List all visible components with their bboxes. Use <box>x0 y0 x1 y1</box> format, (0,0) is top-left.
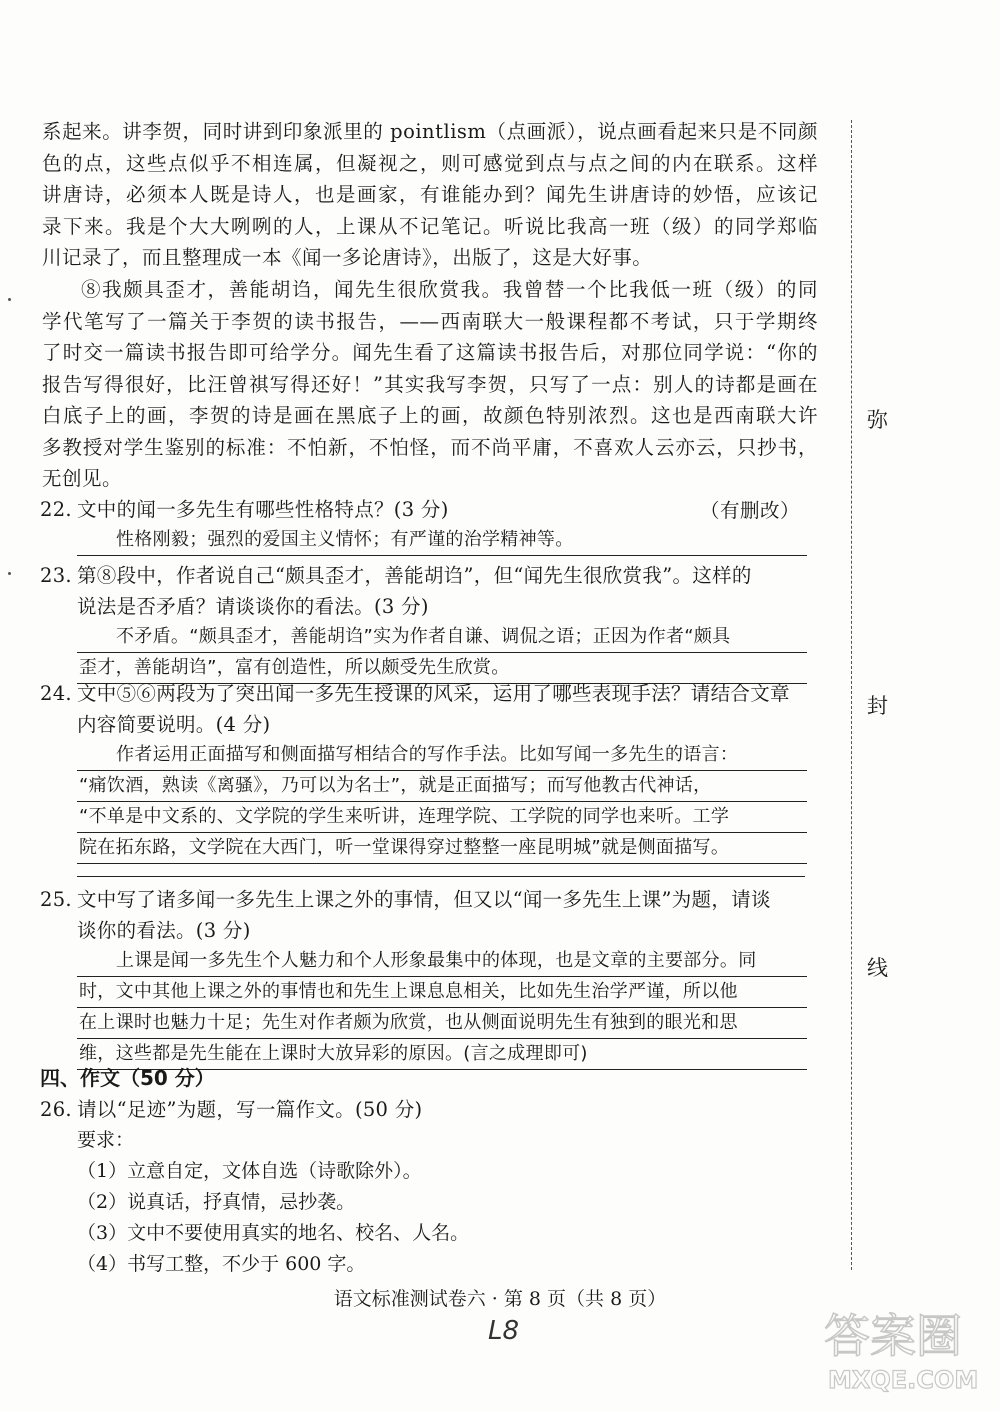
question-number: 23. <box>40 564 72 587</box>
question-number: 22. <box>40 498 72 521</box>
question-number: 25. <box>40 888 72 911</box>
requirement-item: （3）文中不要使用真实的地名、校名、人名。 <box>77 1222 470 1244</box>
answer-line: 维，这些都是先生能在上课时大放异彩的原因。(言之成理即可) <box>77 1039 807 1070</box>
requirement-item: （1）立意自定，文体自选（诗歌除外）。 <box>77 1160 422 1182</box>
question-23 <box>40 560 805 684</box>
answer-line: “不单是中文系的、文学院的学生来听讲，连理学院、工学院的同学也来听。工学 <box>77 802 807 833</box>
passage-line: 报告写得很好，比汪曾祺写得还好！”其实我写李贺，只写了一点：别人的诗都是画在 <box>42 372 818 396</box>
passage-line: 色的点，这些点似乎不相连属，但凝视之，则可感觉到点与点之间的内在联系。这样 <box>42 151 818 175</box>
passage-line: 川记录了，而且整理成一本《闻一多论唐诗》，出版了，这是大好事。 <box>42 246 653 269</box>
scan-speck <box>8 298 11 301</box>
passage-line: 白底子上的画，李贺的诗是画在黑底子上的画，故颜色特别浓烈。这也是西南联大许 <box>42 404 818 427</box>
question-text: 文中⑤⑥两段为了突出闻一多先生授课的风采，运用了哪些表现手法？请结合文章 <box>77 682 790 705</box>
answer-line: 上课是闻一多先生个人魅力和个人形象最集中的体现，也是文章的主要部分。同 <box>77 946 807 977</box>
answer-line: 时，文中其他上课之外的事情也和先生上课息息相关，比如先生治学严谨，所以他 <box>77 977 807 1008</box>
question-26 <box>40 1094 805 1125</box>
requirement-item: （4）书写工整，不少于 600 字。 <box>77 1253 366 1275</box>
question-text: 第⑧段中，作者说自己“颇具歪才，善能胡诌”，但“闻先生很欣赏我”。这样的 <box>77 564 752 587</box>
passage-line: ⑧我颇具歪才，善能胡诌，闻先生很欣赏我。我曾替一个比我低一班（级）的同 <box>81 278 818 301</box>
passage-line: 讲唐诗，必须本人既是诗人，也是画家，有谁能办到？闻先生讲唐诗的妙悟，应该记 <box>42 183 818 206</box>
requirements-label: 要求： <box>77 1129 135 1151</box>
binding-dashed-line <box>851 120 852 1270</box>
question-text: 文中写了诸多闻一多先生上课之外的事情，但又以“闻一多先生上课”为题，请谈 <box>77 888 771 911</box>
passage-paragraph-2 <box>42 274 818 526</box>
answer-line: 歪才，善能胡诌”，富有创造性，所以颇受先生欣赏。 <box>77 653 807 684</box>
answer-line: 不矛盾。“颇具歪才，善能胡诌”实为作者自谦、调侃之语；正因为作者“颇具 <box>77 622 807 653</box>
watermark-title: 答案圈 <box>824 1309 962 1363</box>
passage-line: 录下来。我是个大大咧咧的人，上课从不记笔记。听说比我高一班（级）的同学郑临 <box>42 214 818 238</box>
watermark-url: MXQE.COM <box>828 1366 979 1394</box>
watermark-logo <box>818 1300 988 1400</box>
answer-line: “痛饮酒，熟读《离骚》，乃可以为名士”，就是正面描写；而写他教古代神话， <box>77 771 807 802</box>
scan-speck <box>8 572 11 575</box>
question-text: 请以“足迹”为题，写一篇作文。(50 分) <box>77 1098 423 1121</box>
question-number: 26. <box>40 1098 72 1121</box>
revision-note: （有删改） <box>699 498 800 522</box>
handwritten-page-number: L8 <box>488 1316 520 1346</box>
question-22 <box>40 494 805 556</box>
section-title: 四、作文（50 分） <box>40 1066 215 1090</box>
passage-line: 多教授对学生鉴别的标准：不怕新，不怕怪，而不尚平庸，不喜欢人云亦云，只抄书， <box>42 435 818 459</box>
answer-line: 作者运用正面描写和侧面描写相结合的写作手法。比如写闻一多先生的语言： <box>77 740 807 771</box>
requirements <box>77 1125 469 1280</box>
question-25 <box>40 884 805 1070</box>
passage-line: 了时交一篇读书报告即可给学分。闻先生看了这篇读书报告后，对那位同学说：“你的 <box>42 341 818 364</box>
passage-line: 系起来。讲李贺，同时讲到印象派里的 pointlism（点画派），说点画看起来只是不同颜 <box>42 120 818 143</box>
question-text: 谈你的看法。(3 分) <box>77 919 251 942</box>
question-24 <box>40 678 805 864</box>
requirement-item: （2）说真话，抒真情，忌抄袭。 <box>77 1191 356 1213</box>
answer-line: 性格刚毅；强烈的爱国主义情怀；有严谨的治学精神等。 <box>77 525 807 556</box>
answer-line: 院在拓东路，文学院在大西门，听一堂课得穿过整整一座昆明城”就是侧面描写。 <box>77 833 807 864</box>
answer-line: 在上课时也魅力十足；先生对作者颇为欣赏，也从侧面说明先生有独到的眼光和思 <box>77 1008 807 1039</box>
blank-answer-line <box>77 876 805 877</box>
page-footer: 语文标准测试卷六 · 第 8 页（共 8 页） <box>333 1288 667 1310</box>
binding-label: 弥 <box>867 408 888 432</box>
question-text: 文中的闻一多先生有哪些性格特点？(3 分) <box>77 498 449 521</box>
passage-line: 无创见。 <box>42 467 123 490</box>
binding-label: 封 <box>867 694 888 718</box>
question-text: 内容简要说明。(4 分) <box>77 713 271 736</box>
binding-label: 线 <box>867 956 888 980</box>
passage-line: 学代笔写了一篇关于李贺的读书报告，——西南联大一般课程都不考试，只于学期终 <box>42 309 818 333</box>
passage-paragraph-1 <box>42 116 818 274</box>
question-number: 24. <box>40 682 72 705</box>
question-text: 说法是否矛盾？请谈谈你的看法。(3 分) <box>77 595 429 618</box>
